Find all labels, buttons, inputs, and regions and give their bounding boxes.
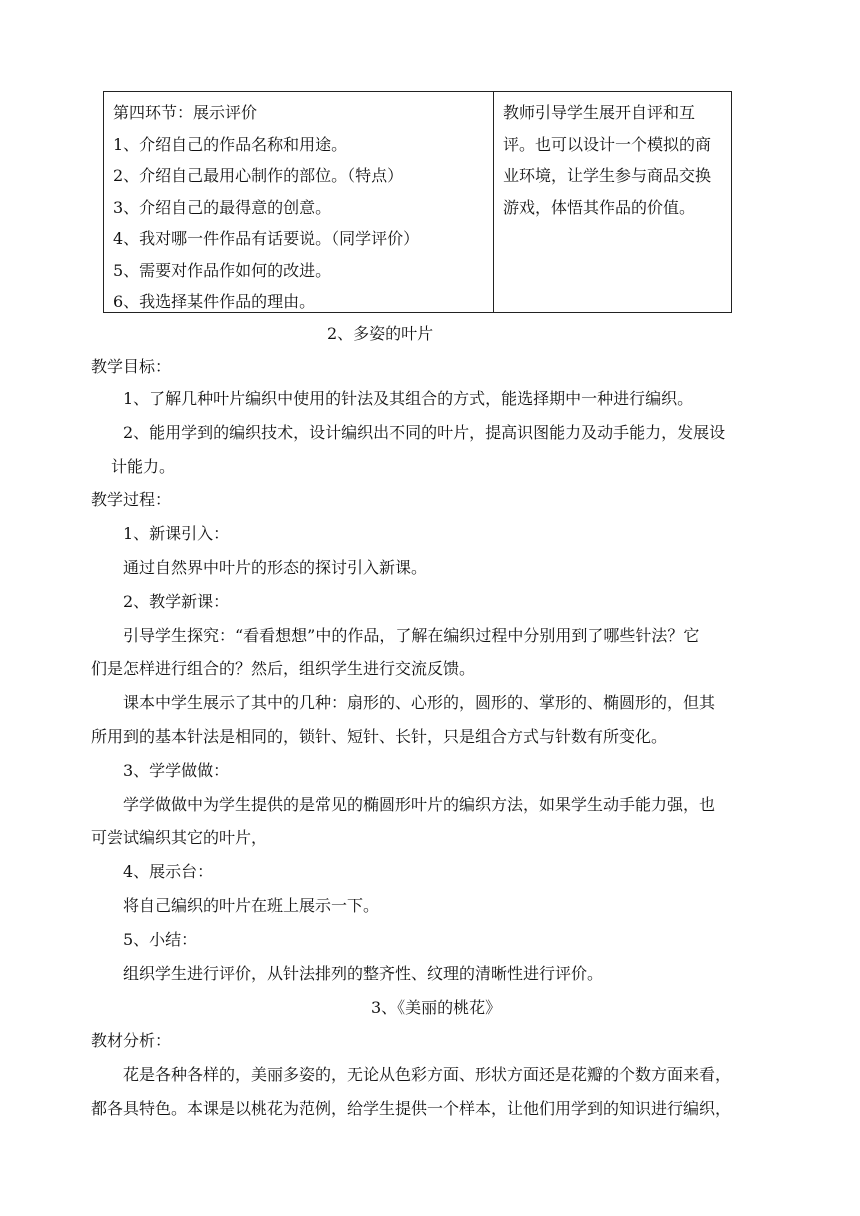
step-label: 2、教学新课： [123, 592, 230, 611]
heading: 教材分析： [91, 1031, 172, 1050]
paragraph-line: 可尝试编织其它的叶片， [91, 828, 268, 847]
table-cell-line: 4、我对哪一件作品有话要说。（同学评价） [113, 229, 420, 248]
paragraph-line: 将自己编织的叶片在班上展示一下。 [123, 896, 380, 915]
step-label: 5、小结： [123, 930, 198, 949]
table-cell-line: 第四环节：展示评价 [113, 103, 258, 122]
evaluation-table [103, 91, 732, 313]
paragraph-line: 们是怎样进行组合的？然后，组织学生进行交流反馈。 [91, 659, 476, 678]
paragraph-line: 都各具特色。本课是以桃花为范例，给学生提供一个样本，让他们用学到的知识进行编织， [91, 1099, 732, 1118]
paragraph-line: 引导学生探究：“看看想想”中的作品，了解在编织过程中分别用到了哪些针法？它 [123, 626, 700, 645]
paragraph-line: 花是各种各样的，美丽多姿的，无论从色彩方面、形状方面还是花瓣的个数方面来看， [123, 1065, 732, 1084]
table-cell-line: 游戏，体悟其作品的价值。 [503, 197, 696, 217]
table-cell-line: 3、介绍自己的最得意的创意。 [113, 197, 332, 217]
table-cell-line: 评。也可以设计一个模拟的商 [503, 134, 712, 154]
table-cell-line: 教师引导学生展开自评和互 [503, 103, 696, 122]
heading: 教学目标： [91, 357, 172, 376]
section-title: 2、多姿的叶片 [327, 324, 434, 343]
step-label: 4、展示台： [123, 862, 214, 881]
table-cell-line: 1、介绍自己的作品名称和用途。 [113, 134, 348, 154]
teacher-guidance-cell [494, 92, 731, 312]
heading: 教学过程： [91, 490, 172, 509]
table-cell-line: 6、我选择某件作品的理由。 [113, 292, 316, 311]
paragraph-line: 2、能用学到的编织技术，设计编织出不同的叶片，提高识图能力及动手能力，发展设 [123, 423, 726, 442]
section-title: 3、《美丽的桃花》 [371, 998, 502, 1017]
paragraph-line: 学学做做中为学生提供的是常见的椭圆形叶片的编织方法，如果学生动手能力强，也 [123, 795, 716, 814]
step-label: 3、学学做做： [123, 761, 230, 780]
table-cell-line: 5、需要对作品作如何的改进。 [113, 260, 332, 280]
paragraph-line: 所用到的基本针法是相同的，锁针、短针、长针，只是组合方式与针数有所变化。 [91, 727, 668, 746]
table-cell-line: 业环境，让学生参与商品交换 [503, 166, 712, 185]
evaluation-steps-cell [104, 92, 494, 312]
paragraph-line: 组织学生进行评价，从针法排列的整齐性、纹理的清晰性进行评价。 [123, 964, 604, 983]
step-label: 1、新课引入： [123, 524, 230, 543]
paragraph-line: 课本中学生展示了其中的几种：扇形的、心形的，圆形的、掌形的、椭圆形的，但其 [123, 693, 716, 712]
paragraph-line: 通过自然界中叶片的形态的探讨引入新课。 [123, 558, 428, 577]
paragraph-line: 1、了解几种叶片编织中使用的针法及其组合的方式，能选择期中一种进行编织。 [123, 389, 694, 408]
paragraph-line: 计能力。 [111, 457, 176, 476]
table-cell-line: 2、介绍自己最用心制作的部位。（特点） [113, 166, 404, 185]
